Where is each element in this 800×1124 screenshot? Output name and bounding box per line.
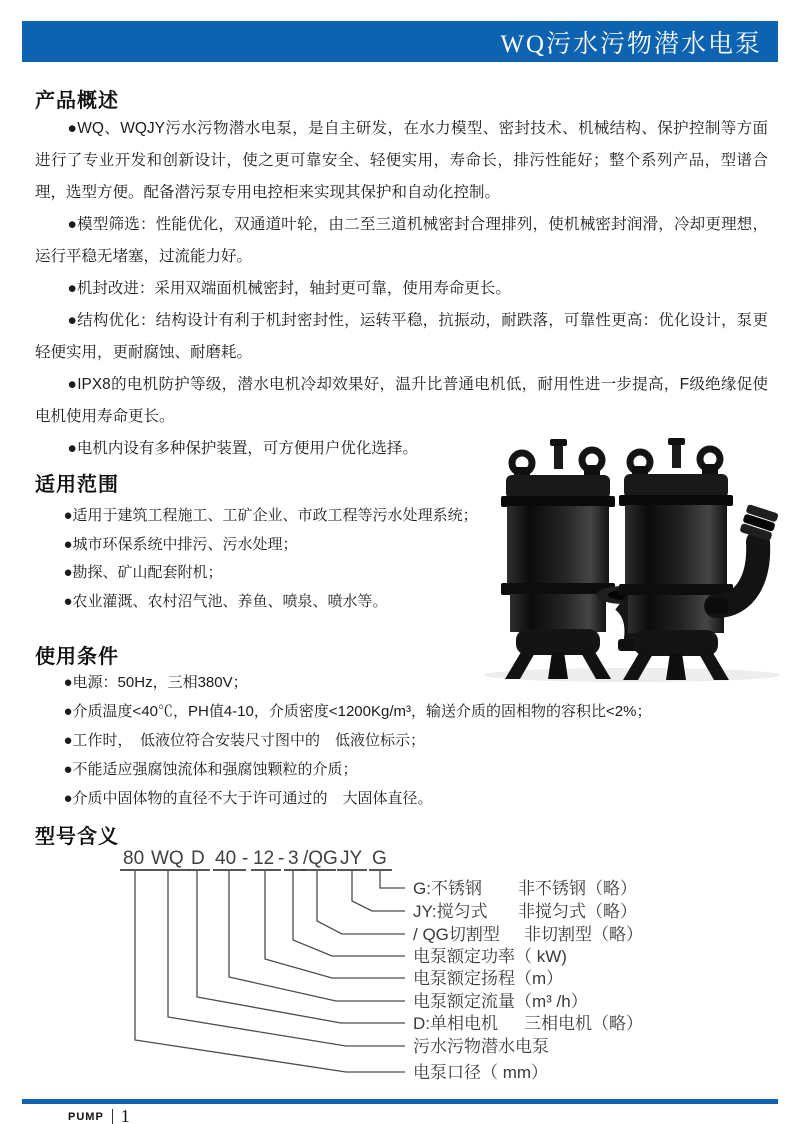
section-heading-application: 适用范围 [35,474,119,496]
page-header-title: WQ污水污物潜水电泵 [500,30,762,58]
condition-item: ●不能适应强腐蚀流体和强腐蚀颗粒的介质； [63,761,358,778]
application-item: ●适用于建筑工程施工、工矿企业、市政工程等污水处理系统； [63,507,478,524]
model-label-alt: 非搅匀式（略） [518,902,637,921]
overview-paragraph: ●机封改进：采用双端面机械密封，轴封更可靠，使用寿命更长。 [67,280,511,297]
model-label: 电泵口径（ mm） [413,1063,549,1082]
model-diagram [0,845,800,1095]
footer [68,1106,130,1124]
overview-paragraph: ●模型筛选：性能优化，双通道叶轮，由二至三道机械密封合理排列，使机械密封润滑，冷却更理想，运行平稳无堵塞，过流能力好。 [35,216,768,265]
model-label-alt: 非不锈钢（略） [518,879,637,898]
overview-paragraphs [35,113,768,465]
pump-product-image [472,433,784,685]
footer-page-number: 1 [120,1106,130,1124]
conditions-list [35,668,651,813]
model-label: G:不锈钢 [413,879,482,898]
footer-rule [22,1099,778,1104]
footer-brand: PUMP [68,1110,104,1123]
model-connector-lines [135,871,405,1072]
model-label: 污水污物潜水电泵 [413,1037,549,1056]
footer-divider [112,1109,113,1124]
application-item: ●勘探、矿山配套附机； [63,564,223,581]
section-heading-model: 型号含义 [35,826,119,848]
model-code-segment: 3 [288,848,299,869]
model-label: JY:搅匀式 [413,902,488,921]
overview-paragraph: ●结构优化：结构设计有利于机封密封性，运转平稳，抗振动，耐跌落，可靠性更高：优化设计，泵更轻便实用，更耐腐蚀、耐磨耗。 [35,312,768,361]
section-heading-overview: 产品概述 [35,90,119,112]
condition-item: ●介质中固体物的直径不大于许可通过的 大固体直径。 [63,790,433,807]
model-label: / QG切割型 [413,925,500,944]
overview-paragraph: ●IPX8的电机防护等级，潜水电机冷却效果好，温升比普通电机低，耐用性进一步提高，F级绝缘促使电机使用寿命更长。 [35,376,768,425]
overview-paragraph: ●电机内设有多种保护装置，可方便用户优化选择。 [67,440,418,457]
model-label: 电泵额定流量（m³ /h） [413,992,588,1011]
model-code-segment: JY [340,848,363,869]
model-label: 电泵额定扬程（m） [413,969,564,988]
model-code-segment: G [372,848,387,869]
model-code-segment: 12 [253,848,275,869]
overview-paragraph: ●WQ、WQJY污水污物潜水电泵，是自主研发，在水力模型、密封技术、机械结构、保护控制等方面进行了专业开发和创新设计，使之更可靠安全、轻便实用，寿命长，排污性能好；整个系列产品，型谱合理，选型方便。配备潜污泵专用电控柜来实现其保护和自动化控制。 [35,120,768,201]
condition-item: ●电源：50Hz，三相380V； [63,674,248,691]
section-heading-conditions: 使用条件 [35,646,119,668]
application-item: ●农业灌溉、农村沼气池、养鱼、喷泉、喷水等。 [63,592,388,610]
condition-item: ●介质温度<40℃，PH值4-10，介质密度<1200Kg/m³，输送介质的固相物的容积比<2%； [63,703,652,720]
model-label: 电泵额定功率（ kW) [413,947,567,966]
model-label-alt: 三相电机（略） [524,1014,643,1033]
model-code-segment: WQ [151,848,184,869]
pump-right [619,438,779,680]
model-code-segment: - [242,848,249,869]
application-list [35,502,478,616]
condition-item: ●工作时， 低液位符合安装尺寸图中的 低液位标示； [63,732,426,749]
model-code-segment: D [191,848,205,869]
header-bar [22,21,778,62]
model-label: D:单相电机 [413,1014,498,1033]
model-label-alt: 非切割型（略） [524,925,643,944]
model-code-segment: 40 [215,848,237,869]
model-code-segment: 80 [123,848,145,869]
model-code-segment: - [278,848,285,869]
model-code-segment: /QG [303,848,338,869]
application-item: ●城市环保系统中排污、污水处理； [63,535,298,553]
